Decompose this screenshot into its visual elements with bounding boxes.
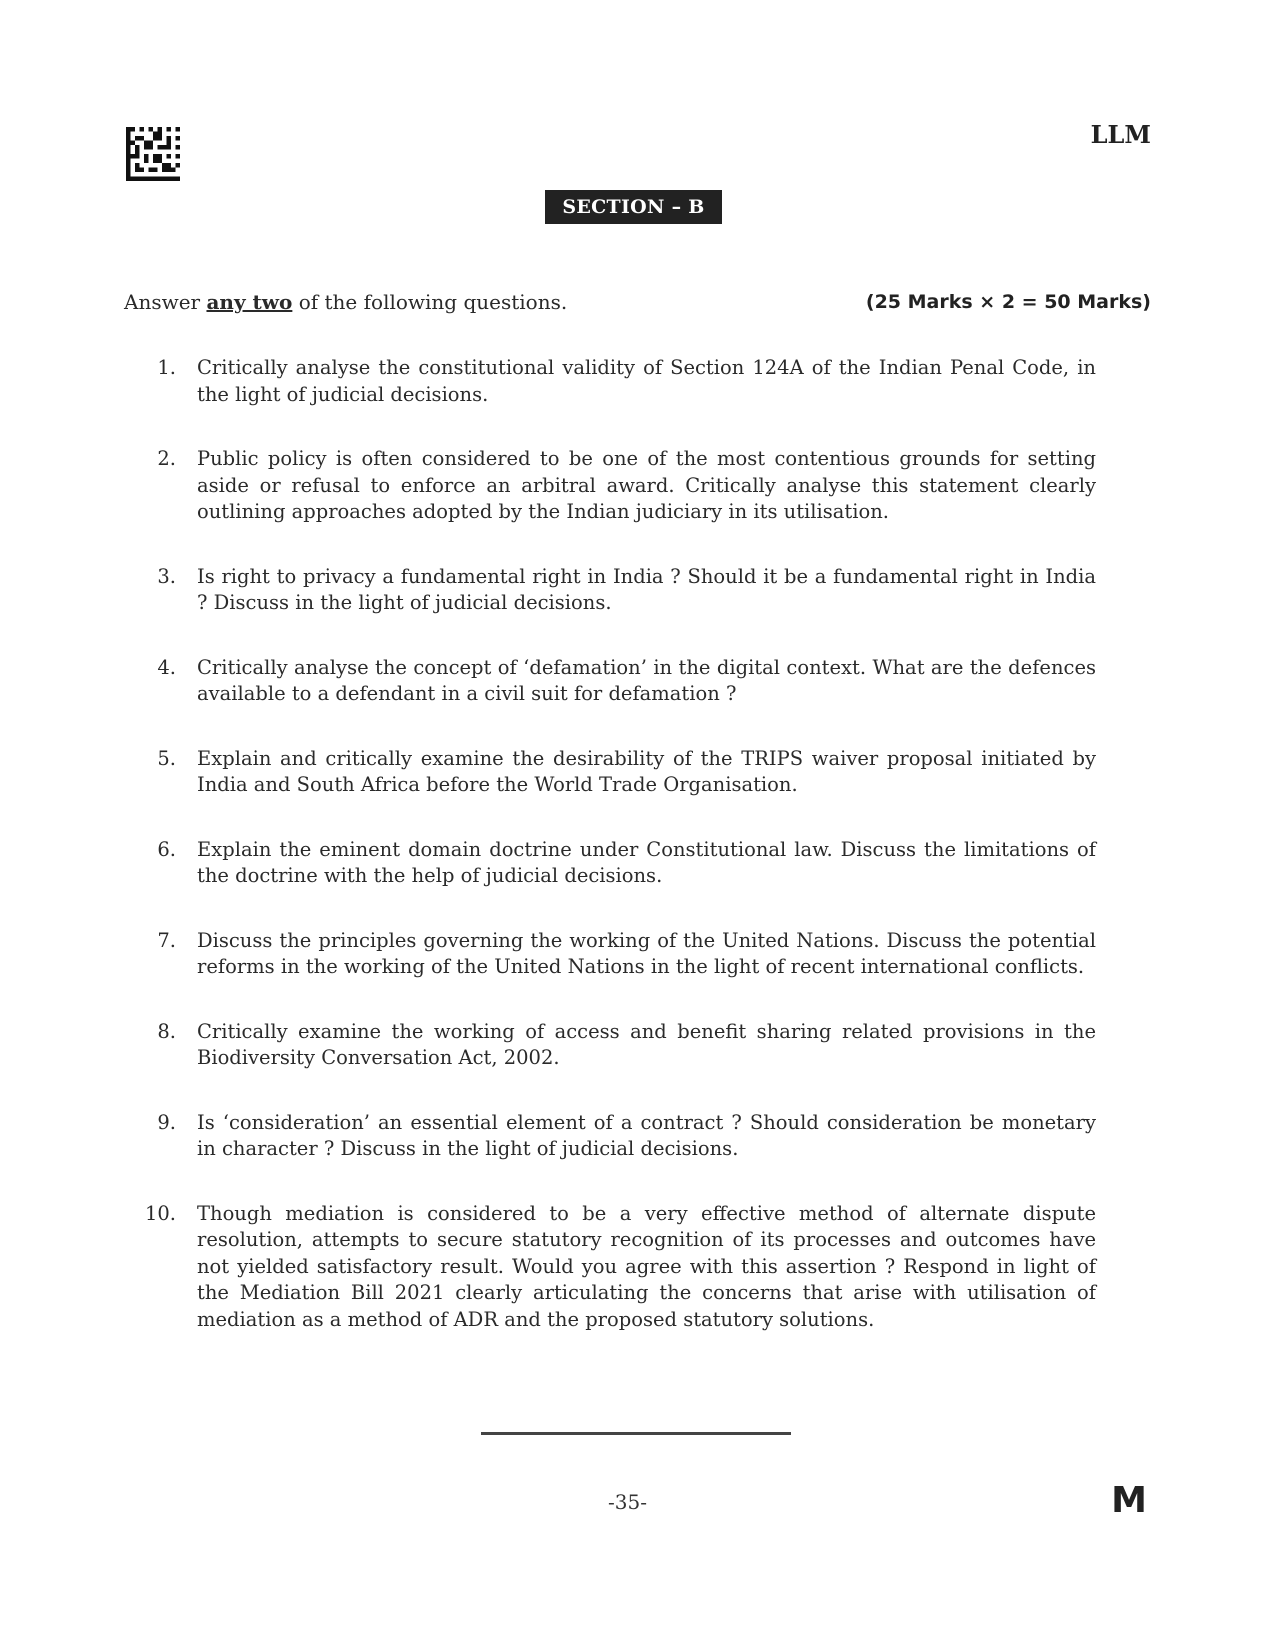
question-item [124, 1201, 1096, 1334]
question-text: Is ‘consideration’ an essential element of a contract ? Should consideration be monetary in character ? Discuss in the light of judicial decisions. [197, 1110, 1096, 1160]
question-text: Public policy is often considered to be one of the most contentious grounds for setting aside or refusal to enforce an arbitral award. Critically analyse this statement clearly outlining approaches adopted by the Indian judiciary in its utilisation. [197, 447, 1096, 523]
question-number: 6. [157, 837, 176, 861]
question-text: Explain and critically examine the desirability of the TRIPS waiver proposal initiated by India and South Africa before the World Trade Organisation. [197, 746, 1096, 796]
question-number: 10. [144, 1201, 176, 1225]
question-number: 9. [157, 1110, 176, 1134]
question-item [124, 655, 1096, 708]
question-text: Explain the eminent domain doctrine under Constitutional law. Discuss the limitations of the doctrine with the help of judicial decisions. [197, 837, 1096, 887]
question-item [124, 1019, 1096, 1072]
question-number: 2. [157, 447, 176, 470]
question-text: Critically examine the working of access and benefit sharing related provisions in the Biodiversity Conversation Act, 2002. [197, 1019, 1096, 1069]
question-text: Is right to privacy a fundamental right in India ? Should it be a fundamental right in India ? Discuss in the light of judicial decisions. [197, 564, 1096, 614]
instructions-suffix: of the following questions. [292, 290, 568, 314]
question-number: 7. [157, 928, 176, 952]
question-item [124, 837, 1096, 890]
page-number: -35- [608, 1490, 647, 1514]
set-letter: M [1111, 1480, 1147, 1521]
section-title: SECTION – B [545, 190, 722, 224]
question-number: 5. [157, 746, 176, 770]
question-item [124, 446, 1096, 526]
paper-code: LLM [1090, 120, 1151, 149]
instructions-prefix: Answer [124, 290, 207, 314]
marks-allocation: (25 Marks × 2 = 50 Marks) [865, 291, 1151, 313]
question-item [124, 564, 1096, 617]
question-item [124, 928, 1096, 981]
question-number: 1. [157, 356, 176, 379]
question-item [124, 1110, 1096, 1163]
question-item [124, 355, 1096, 408]
question-text: Though mediation is considered to be a very effective method of alternate dispute resolution, attempts to secure statutory recognition of its processes and outcomes have not yielded satisfactory result. Would you agree with this assertion ? Respond in light of the Mediation Bill 2021 clearly articulating the concerns that arise with utilisation of mediation as a method of ADR and the proposed statutory solutions. [197, 1201, 1096, 1331]
question-text: Critically analyse the concept of ‘defamation’ in the digital context. What are the defences available to a defendant in a civil suit for defamation ? [197, 655, 1096, 705]
question-number: 3. [157, 564, 176, 588]
question-number: 4. [157, 655, 176, 679]
question-text: Critically analyse the constitutional validity of Section 124A of the Indian Penal Code, in the light of judicial decisions. [197, 356, 1096, 406]
question-text: Discuss the principles governing the working of the United Nations. Discuss the potential reforms in the working of the United Nations in the light of recent international conflicts. [197, 928, 1096, 978]
question-item [124, 746, 1096, 799]
end-divider [481, 1432, 791, 1435]
question-list [124, 355, 1096, 1333]
question-number: 8. [157, 1019, 176, 1043]
instructions-emphasis: any two [206, 290, 293, 314]
qr-code-icon [126, 127, 180, 181]
